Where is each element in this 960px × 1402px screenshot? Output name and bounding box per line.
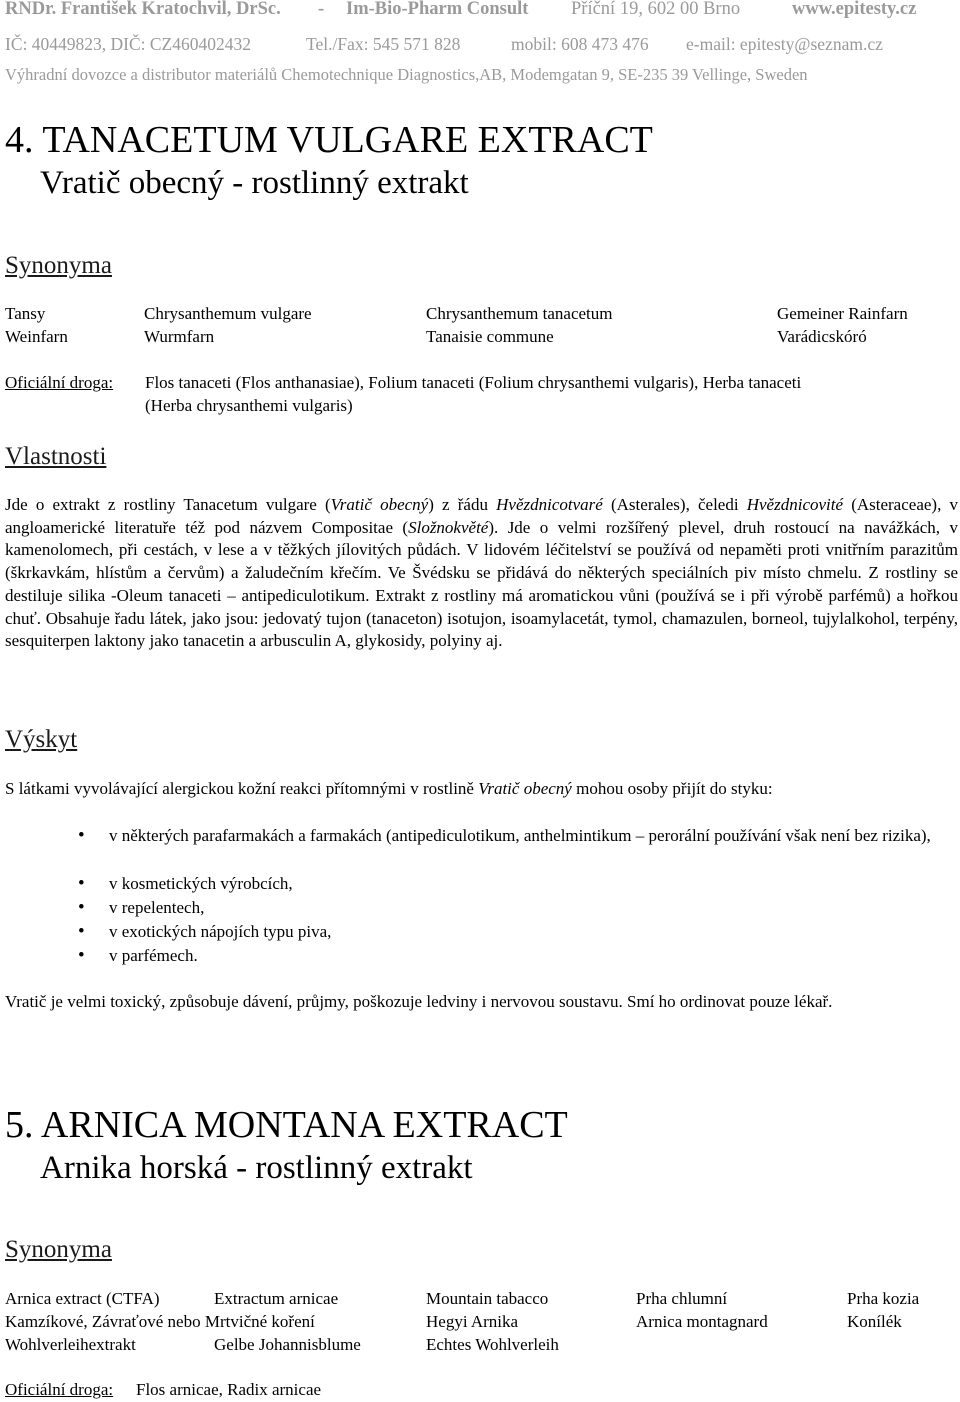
official-drug-text: (Herba chrysanthemi vulgaris)	[145, 396, 353, 415]
section-5-title: 5. ARNICA MONTANA EXTRACT	[5, 1104, 568, 1146]
official-drug-text: Flos tanaceti (Flos anthanasiae), Folium tanaceti (Folium chrysanthemi vulgaris), Herba tanaceti	[145, 373, 802, 392]
section-5-synonyma-heading: Synonyma	[5, 1236, 112, 1263]
vlastnosti-heading: Vlastnosti	[5, 443, 107, 470]
official-drug-label: Oficiální droga:	[5, 1380, 114, 1399]
synonym-item: Konílék	[847, 1312, 902, 1331]
synonym-item: Echtes Wohlverleih	[426, 1335, 559, 1354]
synonym-item: Weinfarn	[5, 327, 68, 346]
list-item: v některých parafarmakách a farmakách (antipediculotikum, anthelmintikum – perorální používání však není bez rizika),	[109, 826, 931, 845]
section-4-subtitle: Vratič obecný - rostlinný extrakt	[40, 165, 469, 201]
vyskyt-heading: Výskyt	[5, 726, 78, 753]
bullet-icon: •	[78, 873, 85, 894]
synonym-item: Chrysanthemum tanacetum	[426, 304, 613, 323]
synonym-item: Wohlverleihextrakt	[5, 1335, 136, 1354]
bullet-icon: •	[78, 921, 85, 942]
official-drug-label: Oficiální droga:	[5, 373, 114, 392]
company-name: Im-Bio-Pharm Consult	[346, 0, 529, 19]
synonym-item: Wurmfarn	[144, 327, 215, 346]
website-link[interactable]: www.epitesty.cz	[792, 0, 917, 19]
list-item: v kosmetických výrobcích,	[109, 874, 293, 893]
company-address: Příční 19, 602 00 Brno	[571, 0, 741, 19]
author-name: RNDr. František Kratochvil, DrSc.	[5, 0, 281, 19]
synonym-item: Gelbe Johannisblume	[214, 1335, 361, 1354]
synonym-item: Kamzíkové, Závraťové nebo Mrtvičné koření	[5, 1312, 315, 1331]
synonym-item: Varádicskóró	[777, 327, 867, 346]
section-4-title: 4. TANACETUM VULGARE EXTRACT	[5, 119, 653, 161]
section-5-subtitle: Arnika horská - rostlinný extrakt	[40, 1150, 473, 1186]
email-link[interactable]: e-mail: epitesty@seznam.cz	[686, 34, 883, 54]
synonym-item: Extractum arnicae	[214, 1289, 339, 1308]
toxicity-warning: Vratič je velmi toxický, způsobuje dávení, průjmy, poškozuje ledviny i nervovou soustavu. Smí ho ordinovat pouze lékař.	[5, 992, 833, 1011]
vlastnosti-paragraph: Jde o extrakt z rostliny Tanacetum vulgare (Vratič obecný) z řádu Hvězdnicotvaré (Asterales), čeledi Hvězdnicovité (Asteraceae), v angloamerické literatuře též pod názvem Compositae (Složnokvěté). Jde o velmi rozšířený plevel, druh rostoucí na navážkách, v kamenolomech, při cestách, v lese a v těžkých jílovitých půdách. V lidovém léčitelství se používá od nepaměti proti vnitřním parazitům (škrkavkám, hlístům a červům) a žaludečním křečím. Ve Švédsku se přidává do některých speciálních piv místo chmelu. Z rostliny se destiluje silika -Oleum tanaceti – antipediculotikum. Extrakt z rostliny má aromatickou vůni (používá se i při výrobě parfémů) a hořkou chuť. Obsahuje řadu látek, jako jsou: jedovatý tujon (tanaceton) isotujon, isoamylacetát, tymol, chamazulen, borneol, tujylalkohol, terpény, sesquiterpen laktony jako tanacetin a arbusculin A, glykosidy, polyiny aj.	[5, 495, 958, 651]
synonym-item: Gemeiner Rainfarn	[777, 304, 908, 323]
bullet-icon: •	[78, 825, 85, 846]
mobile: mobil: 608 473 476	[511, 34, 649, 54]
synonym-item: Tanaisie commune	[426, 327, 554, 346]
synonym-item: Prha kozia	[847, 1289, 920, 1308]
section-4-synonyma-heading: Synonyma	[5, 252, 112, 279]
synonym-item: Arnica montagnard	[636, 1312, 768, 1331]
synonym-item: Arnica extract (CTFA)	[5, 1289, 160, 1308]
company-ids: IČ: 40449823, DIČ: CZ460402432	[5, 34, 251, 54]
header-dash: -	[318, 0, 325, 19]
vyskyt-intro: S látkami vyvolávající alergickou kožní reakci přítomnými v rostlině Vratič obecný mohou osoby přijít do styku:	[5, 779, 773, 798]
synonym-item: Tansy	[5, 304, 46, 323]
synonym-item: Mountain tabacco	[426, 1289, 549, 1308]
synonym-item: Hegyi Arnika	[426, 1312, 519, 1331]
official-drug-text: Flos arnicae, Radix arnicae	[136, 1380, 322, 1399]
bullet-icon: •	[78, 897, 85, 918]
list-item: v exotických nápojích typu piva,	[109, 922, 332, 941]
tel-fax: Tel./Fax: 545 571 828	[306, 34, 461, 54]
bullet-icon: •	[78, 945, 85, 966]
list-item: v repelentech,	[109, 898, 205, 917]
synonym-item: Chrysanthemum vulgare	[144, 304, 312, 323]
distributor-note: Výhradní dovozce a distributor materiálů Chemotechnique Diagnostics,AB, Modemgatan 9, SE-235 39 Vellinge, Sweden	[5, 65, 808, 84]
synonym-item: Prha chlumní	[636, 1289, 728, 1308]
list-item: v parfémech.	[109, 946, 198, 965]
